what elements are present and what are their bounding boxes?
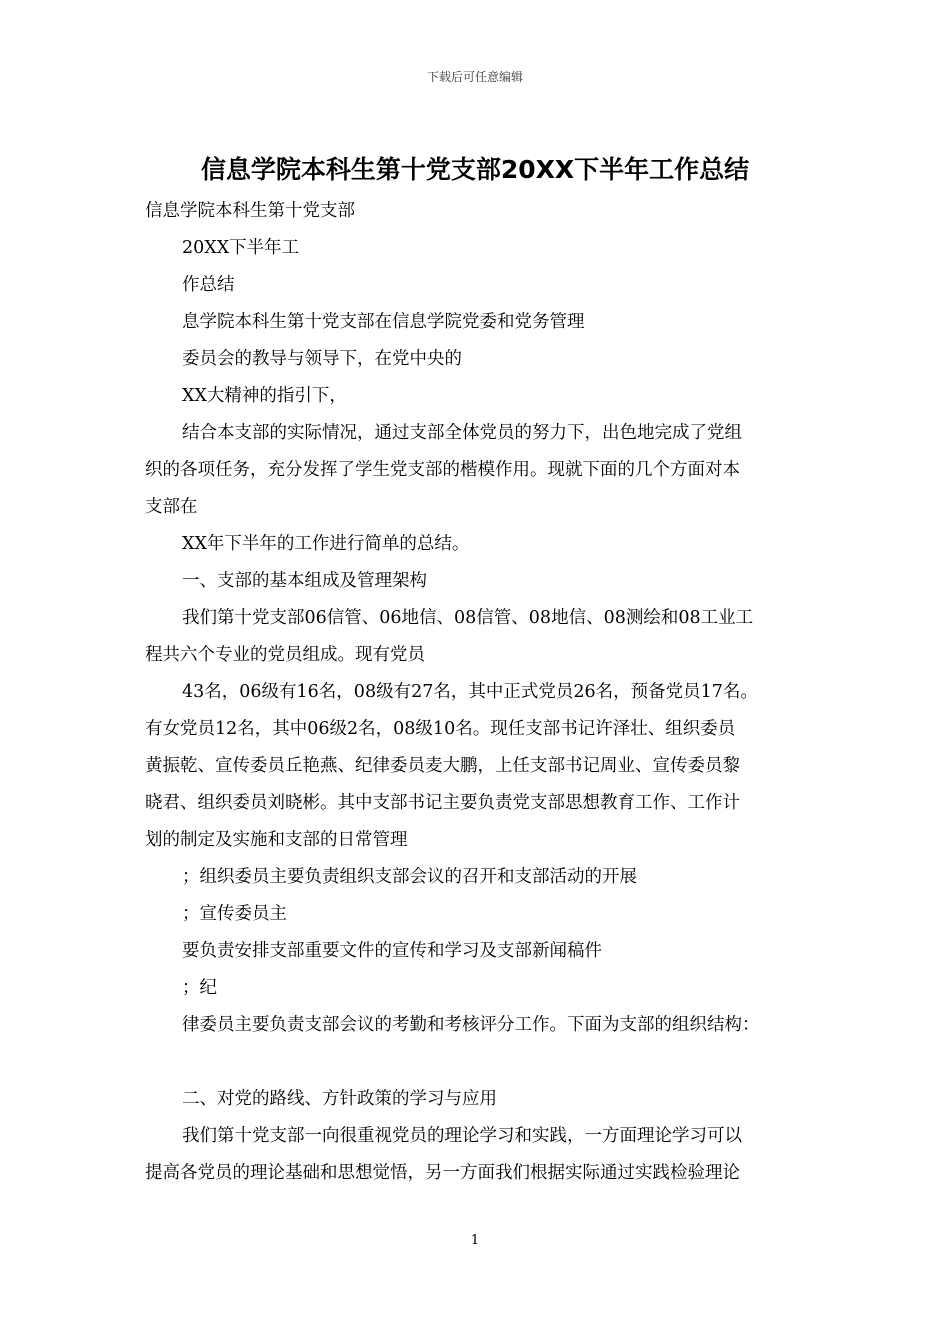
body-line: 黄振乾、宣传委员丘艳燕、纪律委员麦大鹏，上任支部书记周业、宣传委员黎: [145, 756, 740, 776]
section-heading: 二、对党的路线、方针政策的学习与应用: [182, 1089, 497, 1109]
body-line: 晓君、组织委员刘晓彬。其中支部书记主要负责党支部思想教育工作、工作计: [145, 793, 740, 813]
document-body: [145, 193, 825, 1192]
body-line: 织的各项任务，充分发挥了学生党支部的楷模作用。现就下面的几个方面对本: [145, 460, 740, 480]
body-line: 我们第十党支部06信管、06地信、08信管、08地信、08测绘和08工业工: [182, 608, 754, 628]
body-line: 提高各党员的理论基础和思想觉悟，另一方面我们根据实际通过实践检验理论: [145, 1163, 740, 1183]
body-line: 委员会的教导与领导下，在党中央的: [182, 349, 462, 369]
body-line: XX大精神的指引下，: [182, 386, 347, 406]
body-line: ；组织委员主要负责组织支部会议的召开和支部活动的开展: [182, 867, 637, 887]
blank-line: [145, 1044, 825, 1081]
body-line: 要负责安排支部重要文件的宣传和学习及支部新闻稿件: [182, 941, 602, 961]
body-line: 有女党员12名，其中06级2名，08级10名。现任支部书记许泽壮、组织委员: [145, 719, 736, 739]
section-heading: 一、支部的基本组成及管理架构: [182, 571, 427, 591]
body-line: 息学院本科生第十党支部在信息学院党委和党务管理: [182, 312, 585, 332]
body-line: 信息学院本科生第十党支部: [145, 201, 355, 221]
page-header-note: 下载后可任意编辑: [426, 70, 523, 84]
page-number: 1: [470, 1233, 480, 1248]
body-line: 律委员主要负责支部会议的考勤和考核评分工作。下面为支部的组织结构：: [182, 1015, 760, 1035]
document-title: 信息学院本科生第十党支部20XX下半年工作总结: [200, 155, 750, 184]
body-line: ；纪: [182, 978, 217, 998]
body-line: XX年下半年的工作进行简单的总结。: [182, 534, 470, 554]
body-line: ；宣传委员主: [182, 904, 287, 924]
body-line: 作总结: [182, 275, 235, 295]
body-line: 支部在: [145, 497, 198, 517]
body-line: 结合本支部的实际情况，通过支部全体党员的努力下，出色地完成了党组: [182, 423, 742, 443]
body-line: 程共六个专业的党员组成。现有党员: [145, 645, 425, 665]
body-line: 43名，06级有16名，08级有27名，其中正式党员26名，预备党员17名。: [182, 682, 758, 702]
body-line: 20XX下半年工: [182, 238, 300, 258]
body-line: 我们第十党支部一向很重视党员的理论学习和实践，一方面理论学习可以: [182, 1126, 742, 1146]
body-line: 划的制定及实施和支部的日常管理: [145, 830, 408, 850]
